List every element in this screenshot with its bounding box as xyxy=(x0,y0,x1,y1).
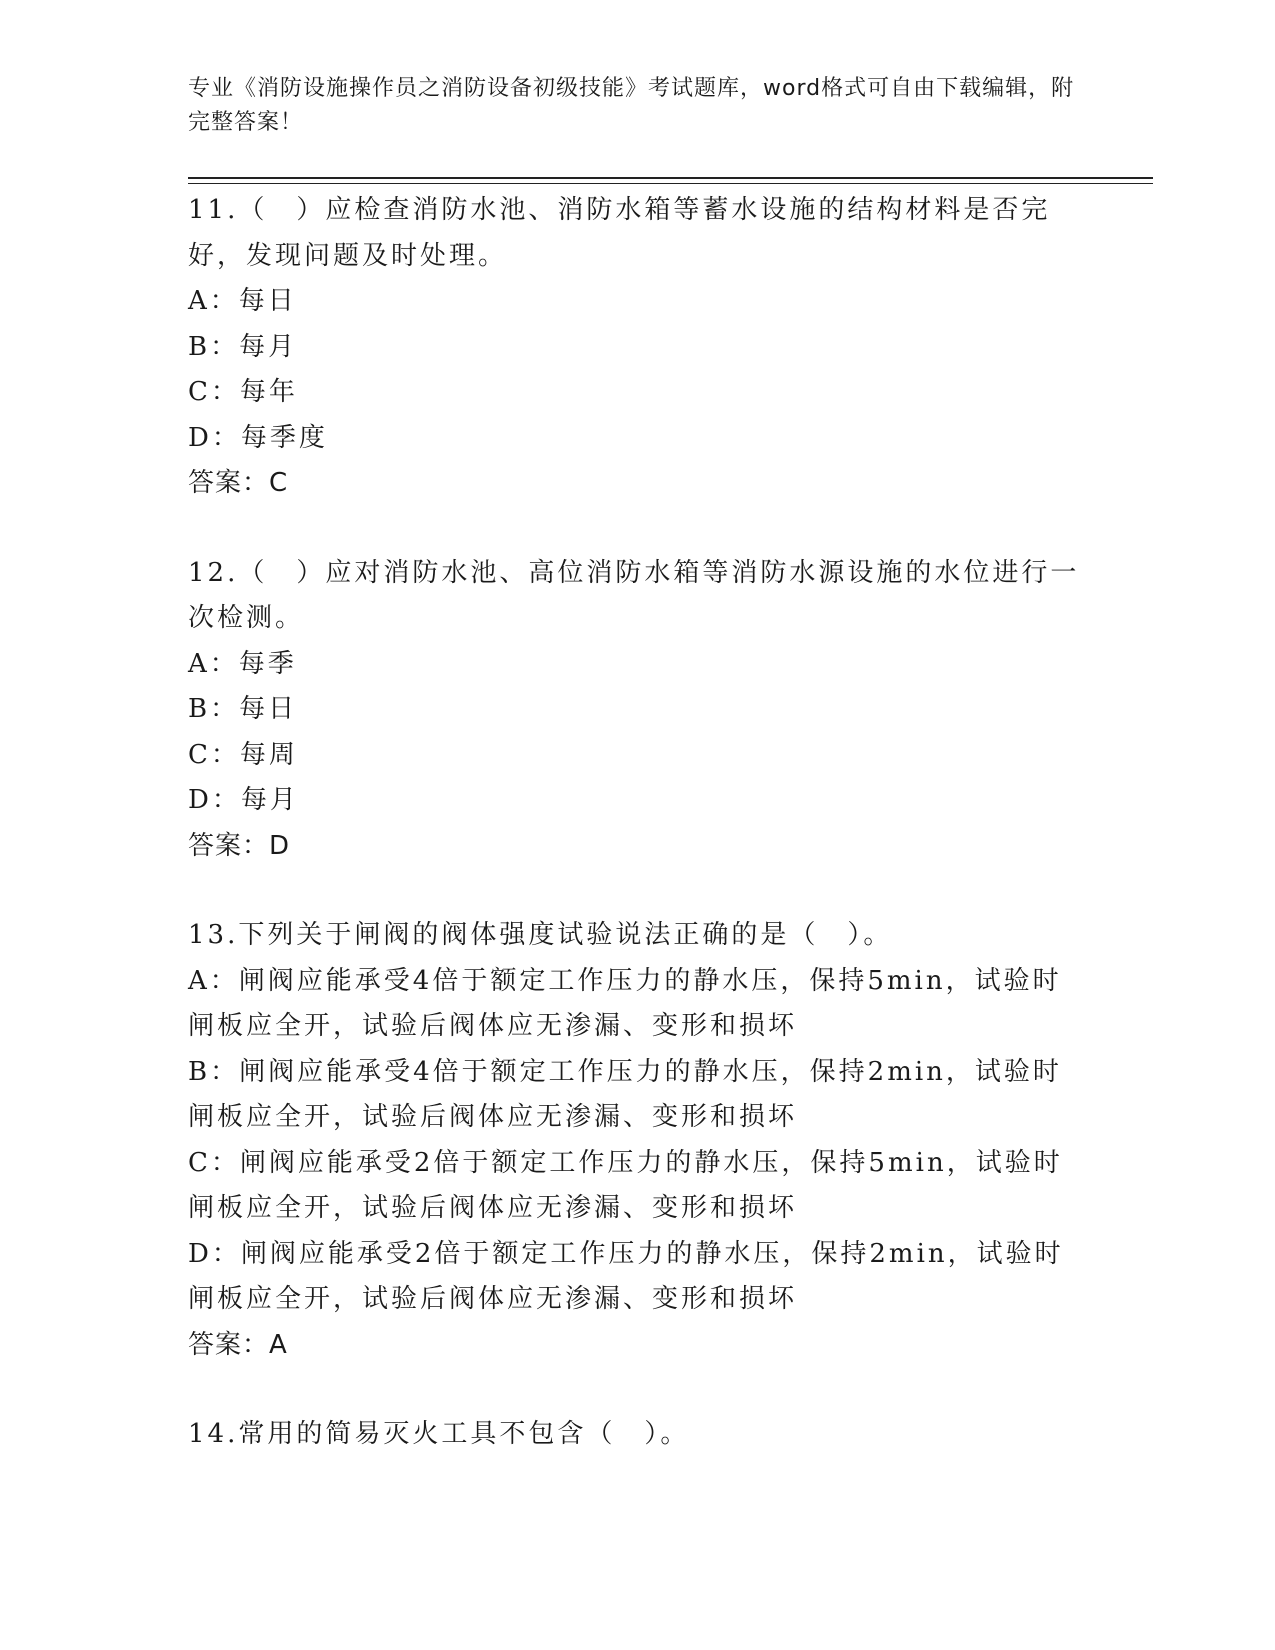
question-12 xyxy=(188,551,1088,870)
question-stem: 14.常用的简易灭火工具不包含（ ）。 xyxy=(188,1419,690,1449)
option-b: B：每月 xyxy=(188,331,298,362)
option-d: D：闸阀应能承受2倍于额定工作压力的静水压，保持2min，试验时闸板应全开，试验后阀体应无渗漏、变形和损坏 xyxy=(188,1238,1064,1314)
answer-line: 答案：A xyxy=(188,1329,288,1360)
option-a: A：每日 xyxy=(188,286,297,316)
option-a: A：每季 xyxy=(188,648,297,679)
option-d: D：每月 xyxy=(188,785,299,815)
answer-line: 答案：D xyxy=(188,830,291,861)
option-a: A：闸阀应能承受4倍于额定工作压力的静水压，保持5min，试验时闸板应全开，试验后阀体应无渗漏、变形和损坏 xyxy=(188,965,1062,1041)
option-b: B：每日 xyxy=(188,694,298,724)
question-stem: 13.下列关于闸阀的阀体强度试验说法正确的是（ ）。 xyxy=(188,920,893,950)
option-c: C：闸阀应能承受2倍于额定工作压力的静水压，保持5min，试验时闸板应全开，试验后阀体应无渗漏、变形和损坏 xyxy=(188,1147,1063,1223)
header-divider-thin xyxy=(188,183,1153,184)
question-13 xyxy=(188,913,1088,1368)
question-stem: 11.（ ）应检查消防水池、消防水箱等蓄水设施的结构材料是否完好，发现问题及时处理。 xyxy=(188,195,1051,271)
question-11 xyxy=(188,188,1088,507)
option-d: D：每季度 xyxy=(188,422,328,453)
option-c: C：每年 xyxy=(188,377,298,407)
question-list xyxy=(188,188,1088,1502)
header-divider-thick xyxy=(188,177,1153,179)
question-14 xyxy=(188,1412,1088,1458)
option-b: B：闸阀应能承受4倍于额定工作压力的静水压，保持2min，试验时闸板应全开，试验后阀体应无渗漏、变形和损坏 xyxy=(188,1056,1062,1132)
option-c: C：每周 xyxy=(188,739,298,770)
answer-line: 答案：C xyxy=(188,468,289,498)
page-header: 专业《消防设施操作员之消防设备初级技能》考试题库，word格式可自由下载编辑，附完整答案！ xyxy=(188,76,1075,135)
question-stem: 12.（ ）应对消防水池、高位消防水箱等消防水源设施的水位进行一次检测。 xyxy=(188,557,1080,633)
